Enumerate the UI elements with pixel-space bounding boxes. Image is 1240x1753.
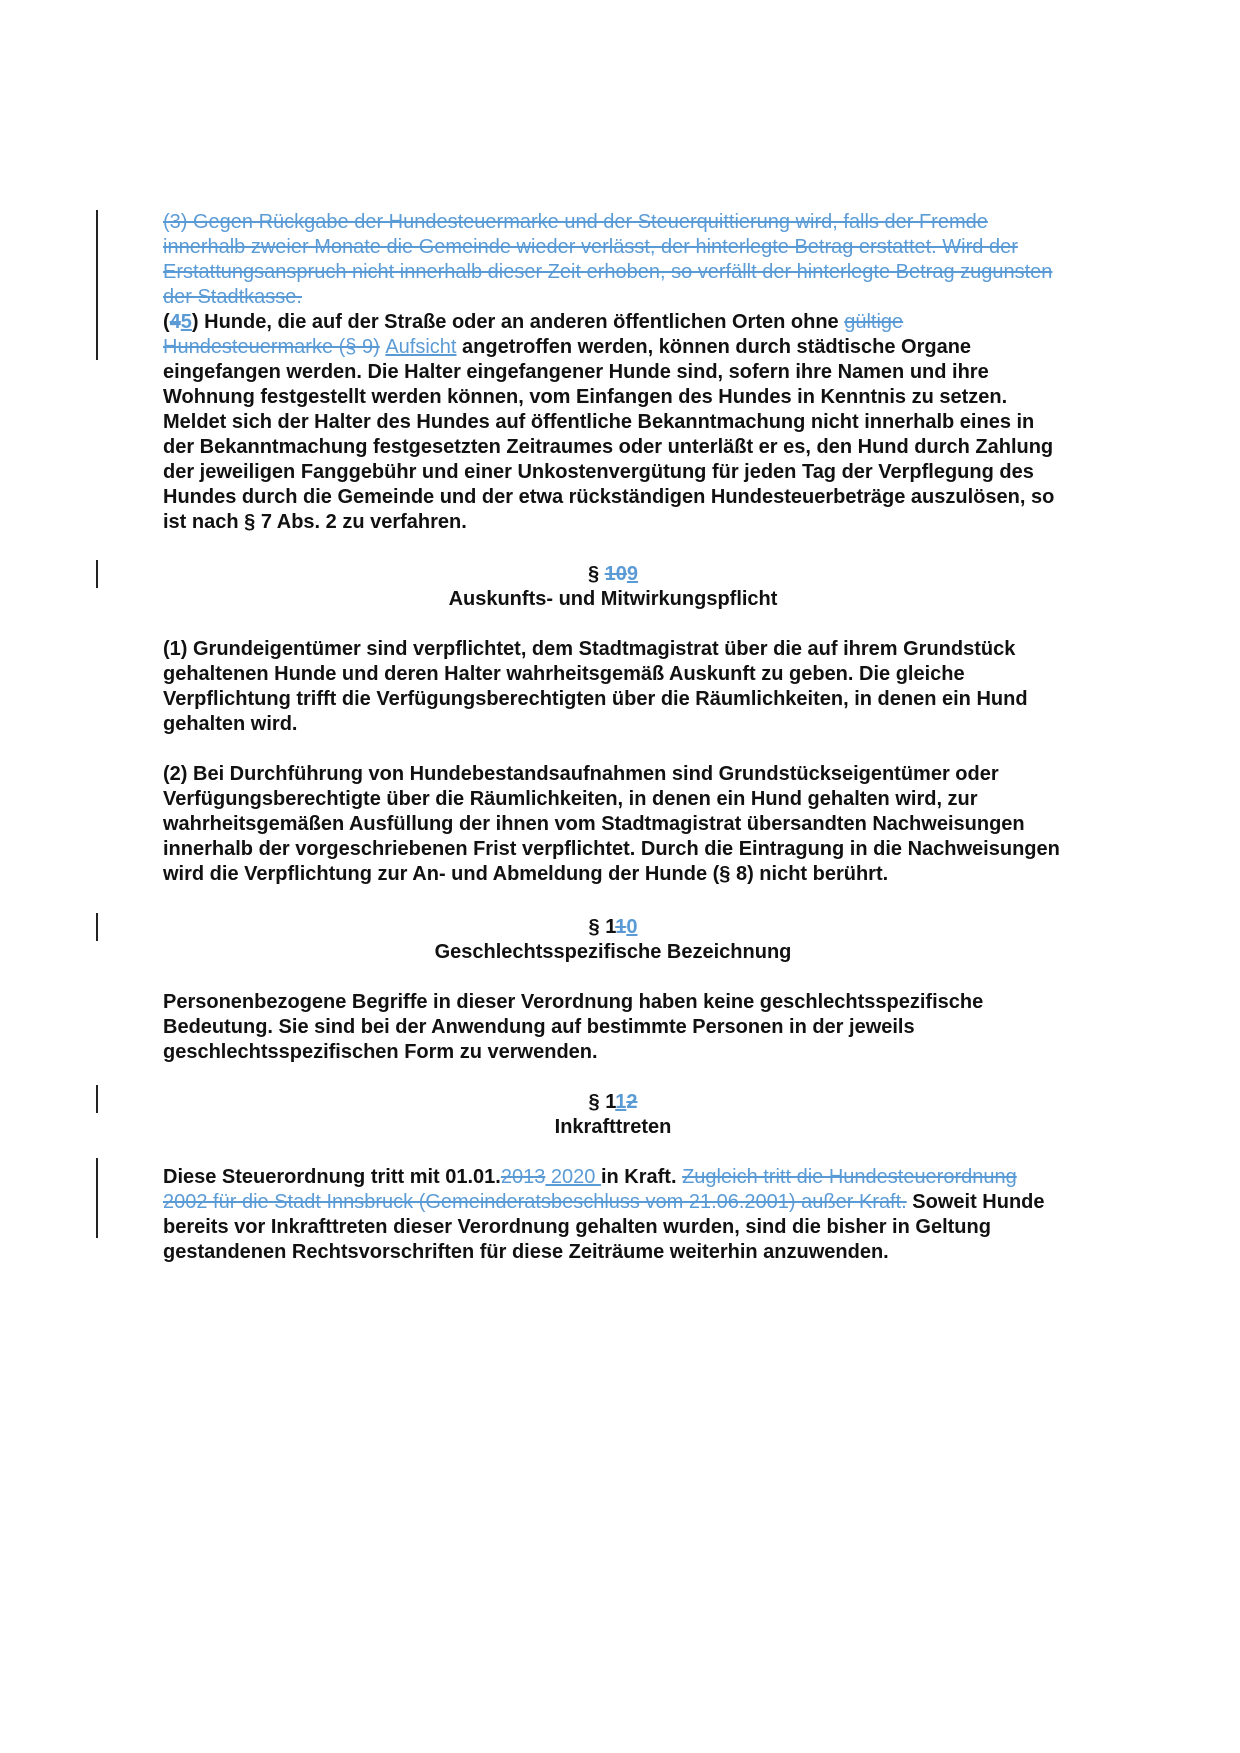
paragraph-text: (2) Bei Durchführung von Hundebestandsaufnahmen sind Grundstückseigentümer oder Verfügungsberechtigte über die Räumlichkeiten, in denen ein Hund gehalten wird, zur wahrheitsgemäßen Ausfüllung der ihnen vom Stadtmagistrat übersandten Nachweisungen innerhalb der vorgeschriebenen Frist verpflichtet. Durch die Eintragung in die Nachweisungen wird die Verpflichtung zur An- und Abmeldung der Hunde (§ 8) nicht berührt. <box>163 763 1060 885</box>
paragraph-3-deleted <box>163 210 1063 310</box>
section-10-paragraph <box>163 990 1063 1065</box>
paragraph-text: Personenbezogene Begriffe in dieser Verordnung haben keine geschlechtsspezifische Bedeutung. Sie sind bei der Anwendung auf bestimmte Personen in der jeweils geschlechtsspezifischen Form zu verwenden. <box>163 991 984 1063</box>
deleted-number: 4 <box>169 311 181 333</box>
paragraph-text: angetroffen werden, können durch städtische Organe eingefangen werden. Die Halter eingefangener Hunde sind, sofern ihre Namen und ihre Wohnung festgestellt werden können, vom Einfangen des Hundes in Kenntnis zu setzen. Meldet sich der Halter des Hundes auf öffentliche Bekanntmachung nicht innerhalb eines in der Bekanntmachung festgesetzten Zeitraumes oder unterläßt er es, den Hund durch Zahlung der jeweiligen Fanggebühr und einer Unkostenvergütung für jeden Tag der Verpflegung des Hundes durch die Gemeinde und der etwa rückständigen Hundesteuerbeträge auszulösen, so ist nach § 7 Abs. 2 zu verfahren. <box>163 336 1055 533</box>
inserted-number: 1 <box>615 1091 627 1113</box>
deleted-text: Zugleich tritt die Hundesteuerordnung 2002 für die Stadt Innsbruck (Gemeinderatsbeschluss vom 21.06.2001) außer Kraft. <box>163 1166 1017 1213</box>
change-bar <box>96 913 98 941</box>
paragraph-text: (1) Grundeigentümer sind verpflichtet, dem Stadtmagistrat über die auf ihrem Grundstück gehaltenen Hunde und deren Halter wahrheitsgemäß Auskunft zu geben. Die gleiche Verpflichtung trifft die Verfügungsberechtigten über die Räumlichkeiten, in denen ein Hund gehalten wird. <box>163 638 1028 735</box>
deleted-number: 10 <box>604 563 627 585</box>
paragraph-text: Soweit Hunde bereits vor Inkrafttreten dieser Verordnung gehalten wurden, sind die bisher in Geltung gestandenen Rechtsvorschriften für diese Zeiträume weiterhin anzuwenden. <box>163 1191 1045 1263</box>
change-bar <box>96 1158 98 1238</box>
change-bar <box>96 1085 98 1113</box>
deleted-number: 1 <box>615 916 627 938</box>
section-sign: § 1 <box>588 1091 616 1113</box>
inserted-number: 9 <box>626 563 639 585</box>
deleted-text: (3) Gegen Rückgabe der Hundesteuermarke und der Steuerquittierung wird, falls der Fremde innerhalb zweier Monate die Gemeinde wieder verlässt, der hinterlegte Betrag erstattet. Wird der Erstattungsanspruch nicht innerhalb dieser Zeit erhoben, so verfällt der hinterlegte Betrag zugunsten der Stadtkasse. <box>163 211 1053 308</box>
change-bar <box>96 560 98 588</box>
change-bar <box>96 210 98 360</box>
section-9-paragraph-1 <box>163 637 1063 737</box>
section-10-title: Geschlechtsspezifische Bezeichnung <box>434 941 792 963</box>
section-11-number <box>163 1090 1063 1115</box>
section-10-number <box>163 915 1063 940</box>
section-sign: § <box>587 563 605 585</box>
section-11-paragraph <box>163 1165 1063 1265</box>
section-11-title: Inkrafttreten <box>554 1116 672 1138</box>
paragraph-text: Diese Steuerordnung tritt mit 01.01. <box>163 1166 501 1188</box>
inserted-year: 2020 <box>545 1166 601 1188</box>
section-9-number <box>163 562 1063 587</box>
inserted-number: 5 <box>180 311 192 333</box>
deleted-number: 2 <box>626 1091 638 1113</box>
paren-open: ( <box>163 311 170 333</box>
deleted-year: 2013 <box>500 1166 546 1188</box>
section-9-paragraph-2 <box>163 762 1063 887</box>
paragraph-5 <box>163 310 1063 535</box>
section-9-title: Auskunfts- und Mitwirkungspflicht <box>448 588 778 610</box>
paragraph-text: in Kraft. <box>600 1166 683 1188</box>
inserted-text: Aufsicht <box>385 336 457 358</box>
paragraph-text: ) Hunde, die auf der Straße oder an anderen öffentlichen Orten ohne <box>191 311 845 333</box>
section-sign: § 1 <box>588 916 616 938</box>
deleted-text: gültige Hundesteuermarke (§ 9) <box>163 311 904 358</box>
inserted-number: 0 <box>626 916 638 938</box>
